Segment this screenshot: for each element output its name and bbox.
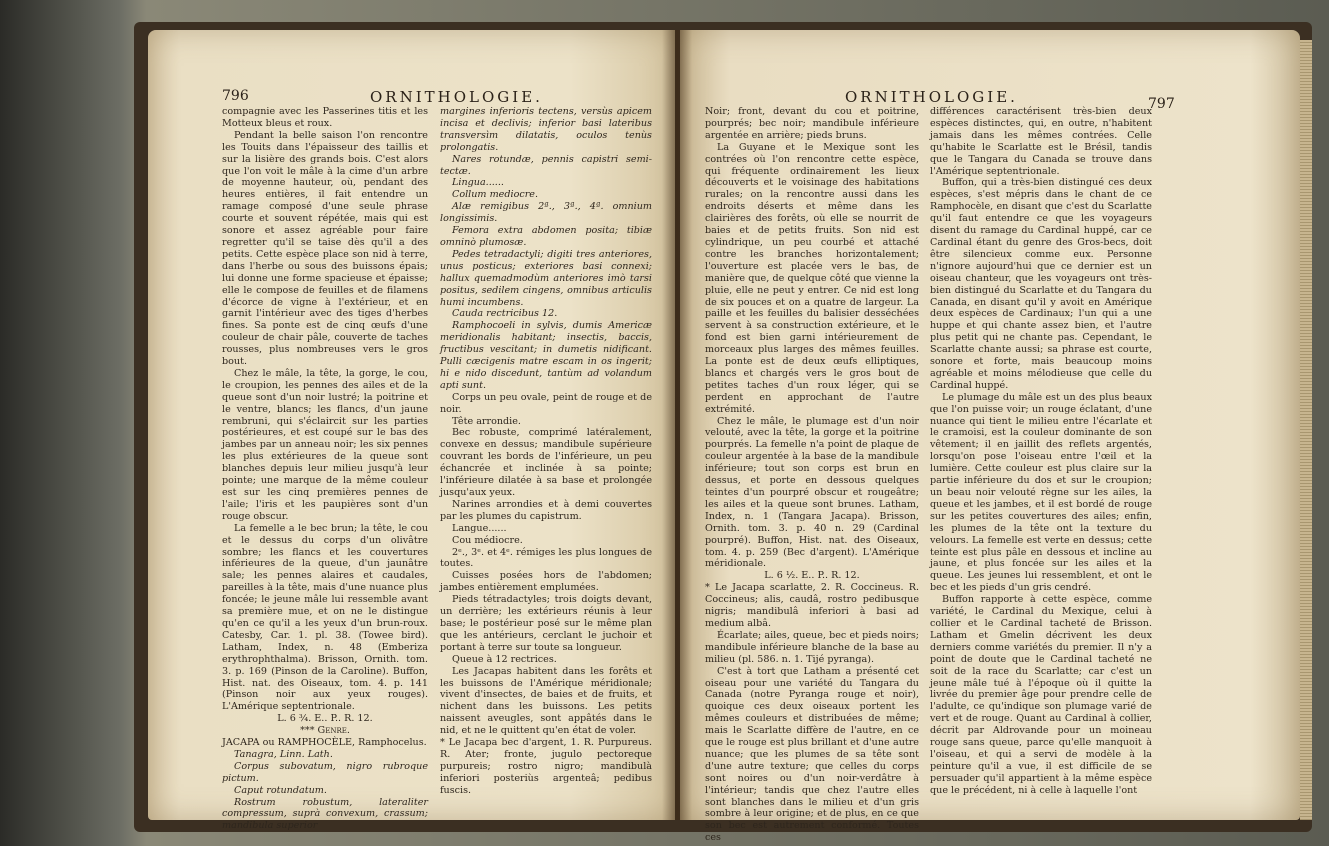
latin-line: Femora extra abdomen posita; tibiæ omninò plumosæ.	[440, 225, 652, 248]
latin-line: Pedes tetradactyli; digiti tres anteriores, unus posticus; exteriores basi connexi; hallux quemadmodùm anteriores imò tarsi positus, sedilem cingens, omnibus articulis humi incumbens.	[440, 248, 652, 308]
paragraph: Noir; front, devant du cou et poitrine, pourprés; bec noir; mandibule inférieure argentée en arrière; pieds bruns.	[705, 106, 919, 141]
right-column-1	[705, 106, 919, 844]
right-running-head: ORNITHOLOGIE.	[845, 88, 1018, 106]
genus-title: JACAPA ou RAMPHOCÈLE, Ramphocelus.	[222, 737, 427, 749]
paragraph: différences caractérisent très-bien deux espèces distinctes, qui, en outre, n'habitent jamais dans les mêmes contrées. Celle qu'habite le Scarlatte est le Brésil, tandis que le Tangara du Canada se trouve dans l'Amérique septentrionale.	[930, 106, 1152, 177]
paragraph: Narines arrondies et à demi couvertes par les plumes du capistrum.	[440, 498, 652, 522]
paragraph: C'est à tort que Latham a présenté cet oiseau pour une variété du Tangara du Canada (notre Pyranga rouge et noir), quoique ces deux oiseaux portent les mêmes couleurs et distribuées de même; mais le Scarlatte diffère de l'autre, en ce que le rouge est plus brillant et d'une autre nuance; que les plumes de sa tête sont d'une autre texture; que celles du corps sont noires ou d'un noir-verdâtre à l'intérieur; tandis que chez l'autre elles sont blanches dans le milieu et d'un gris sombre à leur origine; et de plus, en ce que son bec est autrement conformé. Toutes ces	[705, 665, 919, 844]
paragraph: compagnie avec les Passerines titis et les Motteux bleus et roux.	[222, 106, 428, 129]
genus-heading: *** Genre.	[300, 725, 350, 737]
book-gutter	[662, 30, 692, 820]
species-entry: * Le Jacapa bec d'argent, 1. R. Purpureus. R. Ater; fronte, jugulo pectoreque purpureis; rostro nigro; mandibulà inferiori posteriùs argenteâ; pedibus fuscis.	[440, 737, 652, 796]
paragraph: Langue......	[452, 522, 507, 534]
latin-line: Alæ remigibus 2ª., 3ª., 4ª. omnium longissimis.	[440, 201, 652, 225]
paragraph: Pieds tétradactyles; trois doigts devant, un derrière; les extérieurs réunis à leur base; le postérieur posé sur le même plan que les antérieurs, cerclant le juchoir et portant à terre sur toute sa longueur.	[440, 594, 652, 653]
paragraph: La Guyane et le Mexique sont les contrées où l'on rencontre cette espèce, qui fréquente ordinairement les lieux découverts et le voisinage des habitations rurales; on la rencontre aussi dans les endroits déserts et même dans les clairières des forêts, où elle se nourrit de baies et de petits fruits. Son nid est cylindrique, un peu courbé et attaché contre les branches horizontalement; l'ouverture est placée vers le bas, de manière que, de quelque côté que vienne la pluie, elle ne peut y entrer. Ce nid est long de six pouces et on a quatre de largeur. La paille et les feuilles du balisier desséchées servent à sa construction extérieure, et le fond est bien garni intérieurement de morceaux plus larges des mêmes feuilles. La ponte est de deux œufs elliptiques, blancs et chargés vers le gros bout de petites taches d'un roux léger, qui se perdent en approchant de l'autre extrémité.	[705, 141, 919, 415]
latin-line: Nares rotundæ, pennis capistri semi-tectæ.	[440, 153, 652, 177]
latin-line: margines inferioris tectens, versùs apicem incisa et declivis; inferior basi lateribus transversìm dilatatis, oculos tenùs prolongatis.	[440, 106, 652, 153]
left-running-head: ORNITHOLOGIE.	[370, 88, 543, 106]
right-page-number: 797	[1148, 96, 1175, 112]
paragraph: Tête arrondie.	[452, 415, 521, 427]
left-column-2	[440, 106, 652, 826]
left-page-number: 796	[222, 88, 249, 104]
paragraph: Chez le mâle, le plumage est d'un noir velouté, avec la tête, la gorge et la poitrine pourprés. La femelle n'a point de plaque de couleur argentée à la base de la mandibule inférieure; tout son corps est brun en dessus, et porte en dessous quelques teintes d'un pourpré obscur et rougeâtre; les ailes et la queue sont brunes. Latham, Index, n. 1 (Tangara Jacapa). Brisson, Ornith. tom. 3. p. 40 n. 29 (Cardinal pourpré). Buffon, Hist. nat. des Oiseaux, tom. 4. p. 259 (Bec d'argent). L'Amérique méridionale.	[705, 415, 919, 570]
latin-line: Rostrum robustum, lateraliter compressum, suprà convexum, crassum; mandibula superior	[222, 796, 428, 832]
paragraph: Queue à 12 rectrices.	[452, 653, 557, 665]
paragraph: Bec robuste, comprimé latéralement, convexe en dessus; mandibule supérieure couvrant les bords de l'inférieure, un peu échancrée et inclinée à sa pointe; l'inférieure dilatée à sa base et prolongée jusqu'aux yeux.	[440, 427, 652, 498]
measurement-line: L. 6 ½. E.. P.. R. 12.	[764, 570, 860, 582]
species-entry: * Le Jacapa scarlatte, 2. R. Coccineus. R. Coccineus; alis, caudâ, rostro pedibusque nigris; mandibulâ inferiori à basi ad medium albâ.	[705, 582, 919, 629]
latin-line: Caput rotundatum.	[234, 784, 327, 796]
paragraph: Le plumage du mâle est un des plus beaux que l'on puisse voir; un rouge éclatant, d'une nuance qui tient le milieu entre l'écarlate et le cramoisi, est la couleur dominante de son vêtement; il en jaillit des reflets argentés, lorsqu'on pose l'oiseau entre l'œil et la lumière. Cette couleur est plus claire sur la partie inférieure du dos et sur le croupion; un beau noir velouté règne sur les ailes, la queue et les jambes, et il est bordé de rouge sur les petites couvertures des ailes; enfin, les plumes de la tête ont la texture du velours. La femelle est verte en dessus; cette teinte est plus pâle en dessous et incline au jaune, et plus foncée sur les ailes et la queue. Les jeunes lui ressemblent, et ont le bec et les pieds d'un gris cendré.	[930, 391, 1152, 594]
measurement-line: L. 6 ¾. E.. P.. R. 12.	[277, 713, 373, 725]
latin-line: Cauda rectricibus 12.	[452, 308, 558, 320]
latin-line: Ramphocoeli in sylvis, dumis Americæ meridionalis habitant; insectis, baccis, fructibus vescitant; in dumetis nidificant. Pulli cæcigenis matre escam in os ingerit; hi e nido discedunt, tantùm ad volandum apti sunt.	[440, 320, 652, 391]
paragraph: Buffon, qui a très-bien distingué ces deux espèces, s'est mépris dans le chant de ce Ramphocèle, en disant que c'est du Scarlatte qu'il faut entendre ce que les voyageurs disent du ramage du Cardinal huppé, car ce Cardinal étant du genre des Gros-becs, doit être silencieux comme eux. Personne n'ignore aujourd'hui que ce dernier est un oiseau chanteur, que les voyageurs ont très-bien distingué du Scarlatte et du Tangara du Canada, en disant qu'il y avoit en Amérique deux espèces de Cardinaux; l'un qui a une huppe et qui chante assez bien, et l'autre plus petit qui ne chante pas. Cependant, le Scarlatte chante aussi; sa phrase est courte, sonore et forte, mais beaucoup moins agréable et moins mélodieuse que celle du Cardinal huppé.	[930, 177, 1152, 391]
paragraph: Écarlate; ailes, queue, bec et pieds noirs; mandibule inférieure blanche de la base au milieu (pl. 586. n. 1. Tijé pyranga).	[705, 629, 919, 665]
page-edges	[1300, 40, 1312, 820]
paragraph: Pendant la belle saison l'on rencontre les Touits dans l'épaisseur des taillis et sur la lisière des grands bois. C'est alors que l'on voit le mâle à la cime d'un arbre de moyenne hauteur, où, pendant des heures entières, il fait entendre un ramage composé d'une seule phrase courte et souvent répétée, mais qui est sonore et assez agréable pour faire regretter qu'il se taise dès qu'il a des petits. Cette espèce place son nid à terre, dans l'herbe ou sous des buissons épais; lui donne une forme spacieuse et épaisse; elle le compose de feuilles et de filamens d'écorce de vigne à l'extérieur, et en garnit l'intérieur avec des tiges d'herbes fines. Sa ponte est de cinq œufs d'une couleur de chair pâle, couverte de taches rousses, plus nombreuses vers le gros bout.	[222, 129, 428, 368]
latin-line: Lingua......	[452, 177, 504, 189]
latin-line: Collum mediocre.	[452, 189, 539, 201]
left-column-1	[222, 106, 428, 832]
latin-line: Corpus subovatum, nigro rubroque pictum.	[222, 760, 428, 784]
paragraph: Cou médiocre.	[452, 534, 523, 546]
paragraph: Cuisses posées hors de l'abdomen; jambes entièrement emplumées.	[440, 570, 652, 594]
right-column-2	[930, 106, 1152, 826]
paragraph: Les Jacapas habitent dans les forêts et les buissons de l'Amérique méridionale; vivent d'insectes, de baies et de fruits, et nichent dans les buissons. Les petits naissent aveugles, sont appâtés dans le nid, et ne le quittent qu'en état de voler.	[440, 665, 652, 737]
synonym-line: Tanagra, Linn. Lath.	[234, 748, 333, 760]
paragraph: La femelle a le bec brun; la tête, le cou et le dessus du corps d'un olivâtre sombre; les flancs et les couvertures inférieures de la queue, d'un jaunâtre sale; les pennes alaires et caudales, pareilles à la tête, mais d'une nuance plus foncée; le jeune mâle lui ressemble avant sa première mue, et on ne le distingue qu'en ce qu'il a les yeux d'un brun-roux. Catesby, Car. 1. pl. 38. (Towee bird). Latham, Index, n. 48 (Emberiza erythrophthalma). Brisson, Ornith. tom. 3. p. 169 (Pinson de la Caroline). Buffon, Hist. nat. des Oiseaux, tom. 4. p. 141 (Pinson noir aux yeux rouges). L'Amérique septentrionale.	[222, 522, 428, 713]
paragraph: Chez le mâle, la tête, la gorge, le cou, le croupion, les pennes des ailes et de la queue sont d'un noir lustré; la poitrine et le ventre, blancs; les flancs, d'un jaune rembruni, qui s'éclaircit sur les parties postérieures, et est coupé sur le bas des jambes par un anneau noir; les six pennes les plus extérieures de la queue sont blanches depuis leur milieu jusqu'à leur pointe; une marque de la même couleur est sur les cinq premières pennes de l'aile; l'iris et les paupières sont d'un rouge obscur.	[222, 367, 428, 522]
paragraph: Corps un peu ovale, peint de rouge et de noir.	[440, 391, 652, 415]
paragraph: 2ᵉ., 3ᵉ. et 4ᵉ. rémiges les plus longues de toutes.	[440, 546, 652, 570]
paragraph: Buffon rapporte à cette espèce, comme variété, le Cardinal du Mexique, celui à collier et le Cardinal tacheté de Brisson. Latham et Gmelin décrivent les deux derniers comme variétés du premier. Il n'y a point de doute que le Cardinal tacheté ne soit de la race du Scarlatte; car c'est un jeune mâle tué à l'époque où il quitte la livrée du premier âge pour prendre celle de l'adulte, ce qu'indique son plumage varié de vert et de rouge. Quant au Cardinal à collier, décrit par Aldrovande pour un moineau rouge sans queue, parce qu'elle manquoit à l'oiseau, et qui a servi de modèle à la peinture qu'il a vue, il est difficile de se persuader qu'il appartient à la même espèce que le précédent, ni à celle à laquelle l'ont	[930, 594, 1152, 796]
